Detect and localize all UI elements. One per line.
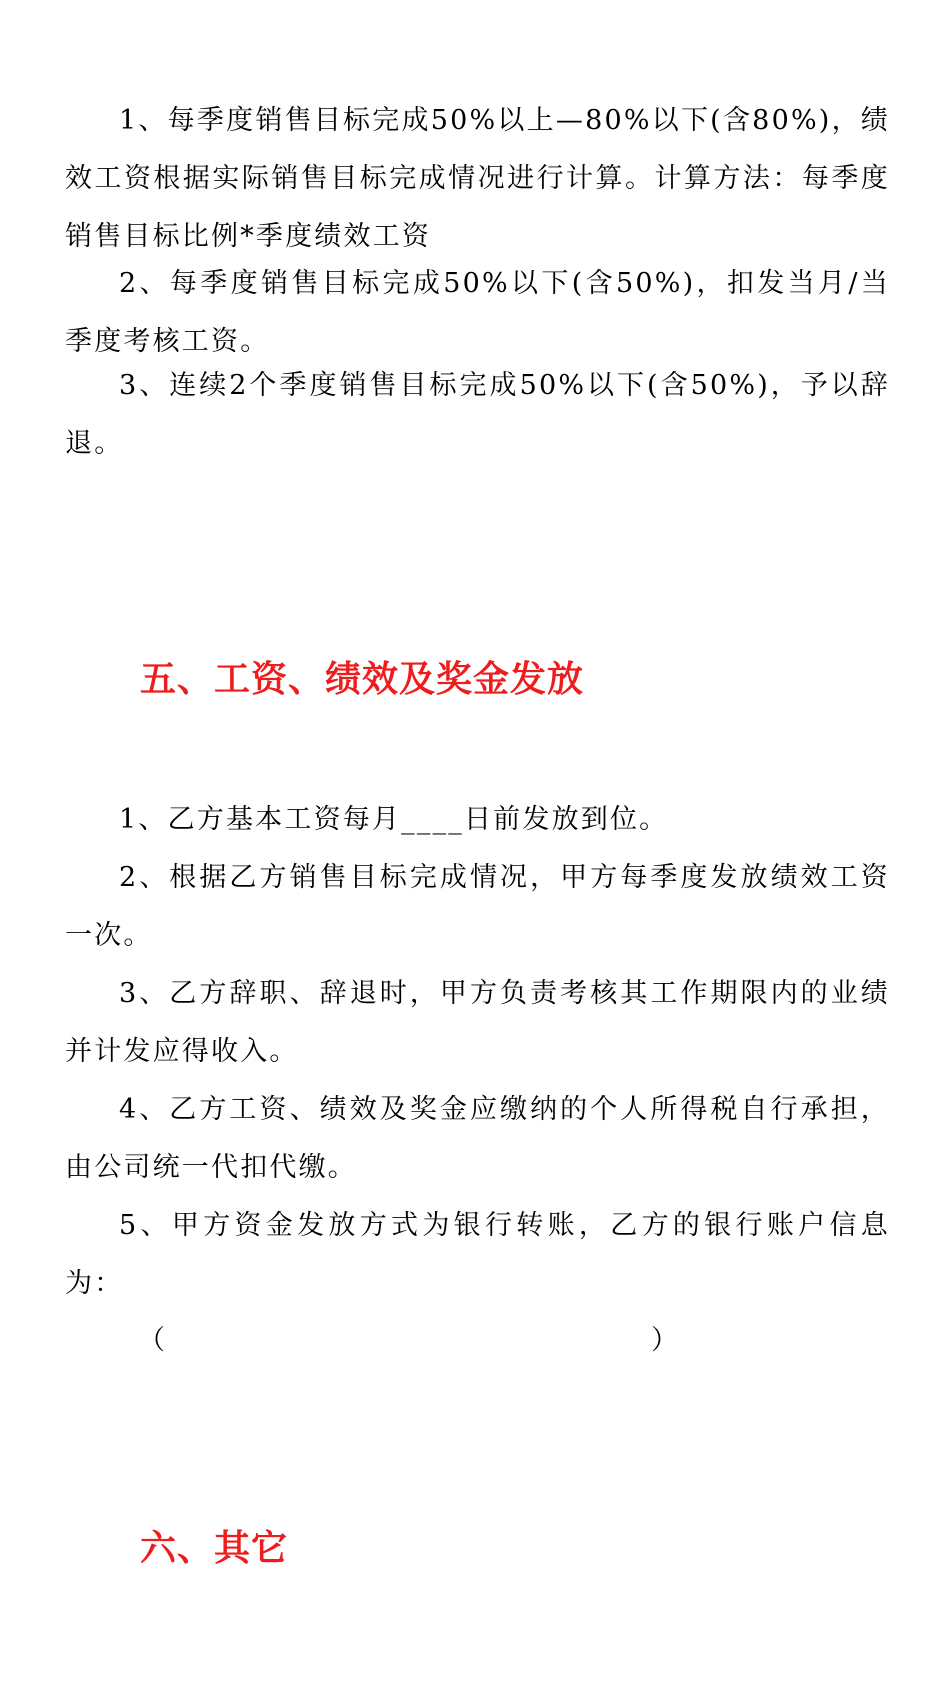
section6-heading: 六、其它 <box>140 1528 289 1569</box>
section5-item-3: 3、乙方辞职、辞退时，甲方负责考核其工作期限内的业绩并计发应得收入。 <box>65 978 890 1067</box>
bank-account-blank <box>138 1312 678 1370</box>
bank-account-close-paren: ） <box>651 1325 678 1356</box>
section5-item-1: 1、乙方基本工资每月____日前发放到位。 <box>119 804 669 835</box>
section5-item-2: 2、根据乙方销售目标完成情况，甲方每季度发放绩效工资一次。 <box>65 862 890 951</box>
section4-item-3: 3、连续2个季度销售目标完成50%以下(含50%)，予以辞退。 <box>65 370 890 459</box>
section5-item-5: 5、甲方资金发放方式为银行转账，乙方的银行账户信息为： <box>65 1210 890 1299</box>
section4-item-2: 2、每季度销售目标完成50%以下(含50%)，扣发当月/当季度考核工资。 <box>65 268 890 357</box>
section4-item-1: 1、每季度销售目标完成50%以上—80%以下(含80%)，绩效工资根据实际销售目标完成情况进行计算。计算方法：每季度销售目标比例*季度绩效工资 <box>65 105 890 252</box>
bank-account-open-paren: （ <box>138 1325 165 1356</box>
section5-item-4: 4、乙方工资、绩效及奖金应缴纳的个人所得税自行承担，由公司统一代扣代缴。 <box>65 1094 890 1183</box>
section5-heading: 五、工资、绩效及奖金发放 <box>140 659 585 700</box>
